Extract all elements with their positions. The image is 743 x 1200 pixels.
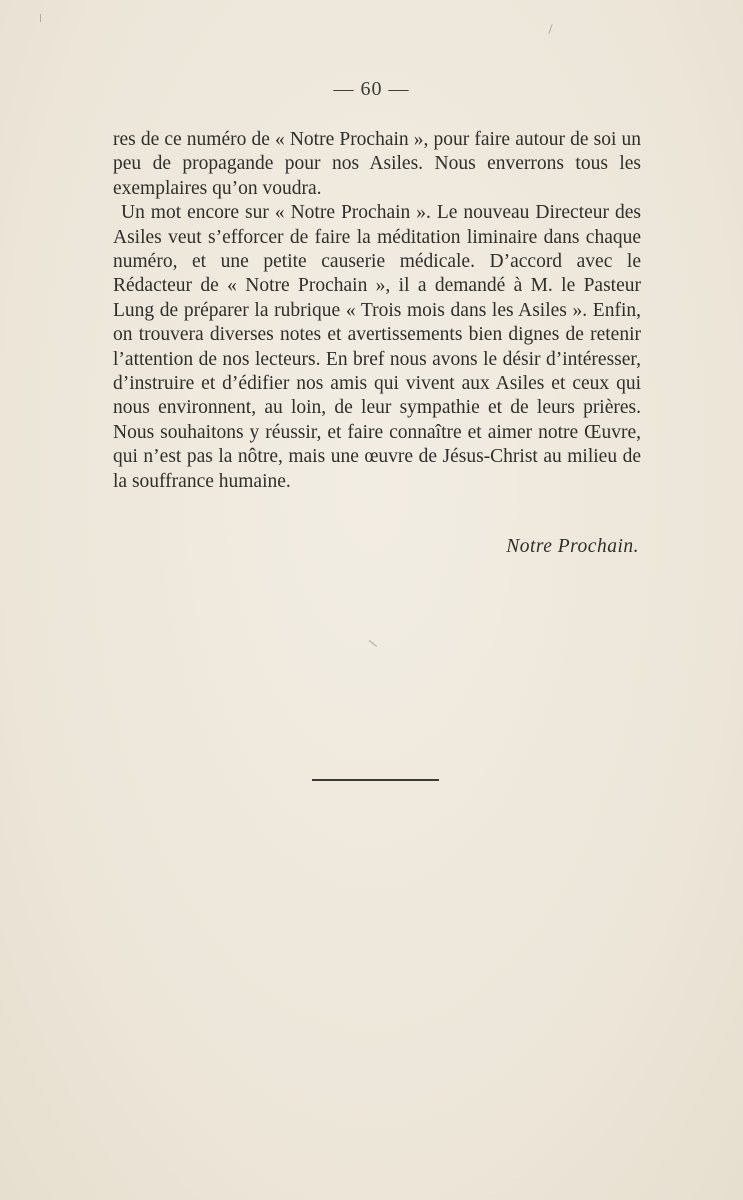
paper-speck <box>40 14 41 22</box>
page-number: — 60 — <box>333 78 410 100</box>
end-rule <box>312 779 439 781</box>
paper-speck <box>369 640 377 647</box>
paper-speck <box>548 24 552 34</box>
paragraph-2: Un mot encore sur « Notre Prochain ». Le nouveau Directeur des Asiles veut s’efforcer de faire la méditation liminaire dans chaque numéro, et une petite causerie médicale. D’accord avec le Rédacteur de « Notre Prochain », il a demandé à M. le Pasteur Lung de préparer la rubrique « Trois mois dans les Asiles ». Enfin, on trouvera diverses notes et avertissements bien dignes de retenir l’attention de nos lecteurs. En bref nous avons le désir d’intéresser, d’instruire et d’édifier nos amis qui vivent aux Asiles et ceux qui nous environnent, au loin, de leur sympathie et de leurs prières. Nous souhaitons y réussir, et faire connaître et aimer notre Œuvre, qui n’est pas la nôtre, mais une œuvre de Jésus-Christ au milieu de la souffrance humaine. <box>113 202 641 492</box>
paragraph-1: res de ce numéro de « Notre Prochain », pour faire autour de soi un peu de propagande pour nos Asiles. Nous enverrons tous les exemplaires qu’on voudra. <box>113 129 641 199</box>
signature: Notre Prochain. <box>506 536 639 557</box>
body-text <box>113 128 641 494</box>
